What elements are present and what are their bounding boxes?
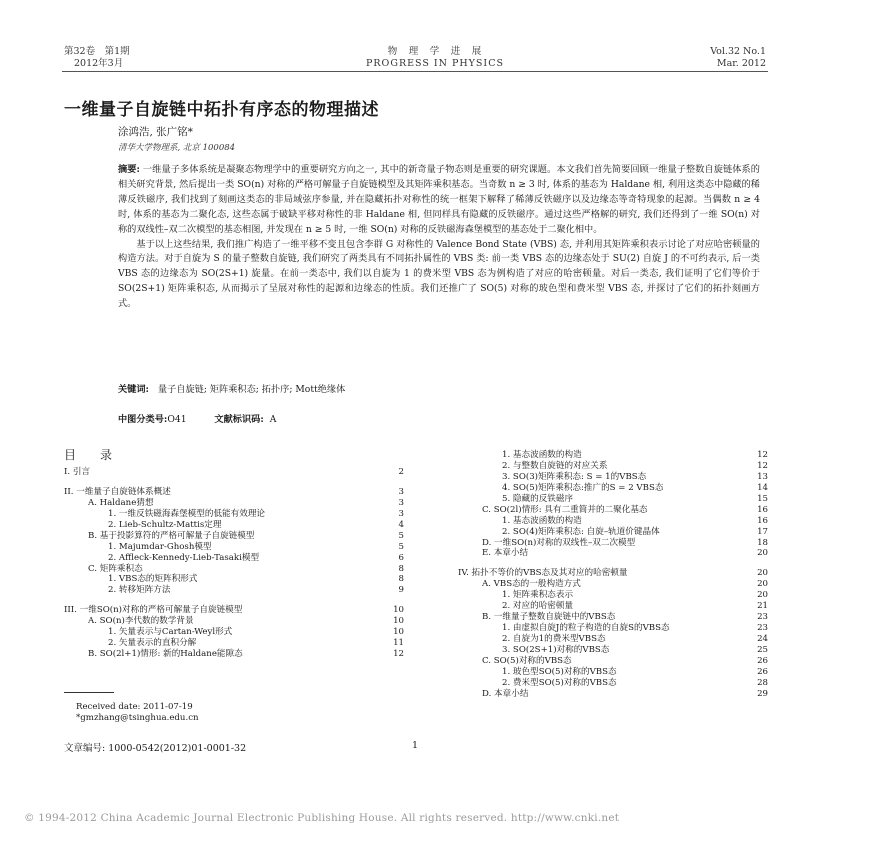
received-date: Received date: 2011-07-19 bbox=[76, 702, 193, 712]
toc-entry[interactable] bbox=[458, 494, 768, 505]
toc-entry-label: B. 基于投影算符的严格可解量子自旋链模型 bbox=[88, 530, 255, 541]
toc-entry-page: 18 bbox=[757, 537, 768, 548]
toc-entry-label: 5. 隐藏的反铁磁序 bbox=[502, 493, 574, 504]
toc-right-column bbox=[458, 450, 768, 700]
toc-entry-page: 29 bbox=[757, 688, 768, 699]
toc-entry[interactable] bbox=[458, 538, 768, 549]
toc-entry-page: 12 bbox=[393, 649, 404, 660]
keywords-text: 量子自旋链; 矩阵乘积态; 拓扑序; Mott绝缘体 bbox=[157, 384, 346, 395]
toc-entry-label: C. SO(2l)情形: 具有二重简并的二聚化基态 bbox=[482, 504, 648, 515]
toc-entry[interactable] bbox=[64, 542, 404, 553]
toc-entry[interactable] bbox=[458, 656, 768, 667]
abstract bbox=[118, 163, 760, 312]
toc-entry[interactable] bbox=[64, 520, 404, 531]
toc-entry-page: 28 bbox=[757, 677, 768, 688]
classification bbox=[118, 411, 276, 425]
journal-name-en: PROGRESS IN PHYSICS bbox=[366, 58, 504, 69]
running-header-right bbox=[710, 46, 766, 70]
toc-entry-page: 20 bbox=[757, 568, 768, 579]
toc-entry-label: 3. SO(3)矩阵乘积态: S = 1的VBS态 bbox=[502, 471, 647, 482]
toc-entry-page: 20 bbox=[757, 590, 768, 601]
toc-entry-page: 3 bbox=[398, 486, 404, 497]
toc-entry-label: 2. 自旋为1的费米型VBS态 bbox=[502, 634, 606, 644]
toc-entry-label: 2. 对应的哈密顿量 bbox=[502, 601, 574, 612]
toc-entry[interactable] bbox=[458, 645, 768, 656]
toc-entry[interactable] bbox=[64, 509, 404, 520]
toc-entry-label: 1. 由虚拟自旋J的粒子构造的自旋S的VBS态 bbox=[502, 623, 670, 634]
toc-entry-page: 26 bbox=[757, 666, 768, 677]
toc-entry-page: 8 bbox=[398, 574, 404, 585]
publication-date-en: Mar. 2012 bbox=[716, 58, 766, 69]
toc-entry[interactable] bbox=[458, 472, 768, 483]
toc-entry[interactable] bbox=[64, 585, 404, 596]
toc-entry-page: 10 bbox=[393, 627, 404, 638]
toc-entry[interactable] bbox=[458, 450, 768, 461]
toc-entry-label: 1. Majumdar-Ghosh模型 bbox=[108, 541, 212, 552]
toc-entry[interactable] bbox=[64, 467, 404, 478]
toc-entry-page: 20 bbox=[757, 579, 768, 590]
toc-entry-page: 21 bbox=[757, 601, 768, 612]
toc-entry-label: 3. SO(2S+1)对称的VBS态 bbox=[502, 644, 610, 655]
toc-entry-page: 11 bbox=[393, 638, 404, 649]
toc-entry[interactable] bbox=[458, 601, 768, 612]
toc-entry-label: 2. 矢量表示的直积分解 bbox=[108, 638, 197, 649]
toc-entry-label: B. 一维量子整数自旋链中的VBS态 bbox=[482, 612, 616, 623]
toc-entry-page: 23 bbox=[757, 623, 768, 634]
toc-entry-page: 3 bbox=[398, 508, 404, 519]
toc-entry[interactable] bbox=[64, 638, 404, 649]
paper-title: 一维量子自旋链中拓扑有序态的物理描述 bbox=[64, 100, 379, 120]
toc-entry-page: 24 bbox=[757, 634, 768, 644]
toc-entry-page: 17 bbox=[757, 526, 768, 537]
toc-entry[interactable] bbox=[458, 527, 768, 538]
toc-entry[interactable] bbox=[64, 564, 404, 575]
toc-entry-page: 6 bbox=[398, 552, 404, 563]
toc-entry-page: 16 bbox=[757, 504, 768, 515]
toc-entry-label: 1. 矩阵乘积态表示 bbox=[502, 590, 574, 601]
doc-code-label: 文献标识码: bbox=[214, 414, 264, 425]
toc-entry[interactable] bbox=[458, 590, 768, 601]
toc-entry[interactable] bbox=[64, 498, 404, 509]
toc-entry[interactable] bbox=[458, 612, 768, 623]
toc-entry-page: 15 bbox=[757, 493, 768, 504]
publication-date: 2012年3月 bbox=[74, 58, 124, 69]
toc-entry[interactable] bbox=[64, 574, 404, 585]
toc-entry-label: D. 一维SO(n)对称的双线性–双二次模型 bbox=[482, 537, 636, 548]
toc-entry-page: 25 bbox=[757, 644, 768, 655]
toc-entry-label: A. Haldane猜想 bbox=[88, 497, 154, 508]
toc-entry-label: 2. 与整数自旋链的对应关系 bbox=[502, 460, 608, 471]
toc-entry[interactable] bbox=[458, 634, 768, 645]
toc-entry-label: III. 一维SO(n)对称的严格可解量子自旋链模型 bbox=[64, 605, 243, 616]
toc-entry-label: 1. 一维反铁磁海森堡模型的低能有效理论 bbox=[108, 508, 266, 519]
toc-entry-label: A. VBS态的一般构造方式 bbox=[482, 579, 581, 590]
footnote-rule bbox=[64, 692, 114, 693]
toc-entry-label: 4. SO(5)矩阵乘积态:推广的S = 2 VBS态 bbox=[502, 482, 664, 493]
toc-entry-page: 13 bbox=[757, 471, 768, 482]
toc-entry-page: 14 bbox=[757, 482, 768, 493]
abstract-text-1: 一维量子多体系统是凝聚态物理学中的重要研究方向之一, 其中的新奇量子物态则是重要的研究课题。本文我们首先简要回顾一维量子整数自旋链体系的相关研究背景, 然后提出一类 SO(n) 对称的严格可解量子自旋链模型及其矩阵乘积基态。当奇数 n ≥ 3 时, 体系的基态为 Haldane 相, 利用这类态中隐藏的稀薄反铁磁序, 我们找到了刻画这类态的非局域弦序参量, 并在隐藏拓扑对称性的统一框架下解释了稀薄反铁磁序以及边缘态等奇特现象的起源。当偶数 n ≥ 4 时, 体系的基态为二聚化态, 这些态属于破缺平移对称性的非 Haldane 相, 但同样具有隐藏的反铁磁序。通过这些严格解的研究, 我们还得到了一维 SO(n) 对称的双线性–双二次模型的基态相图, 并发现在 n ≥ 5 时, 一维 SO(n) 对称的反铁磁海森堡模型的基态处于二聚化相中。 bbox=[118, 164, 760, 235]
toc-entry-page: 2 bbox=[398, 467, 404, 477]
toc-entry-page: 5 bbox=[398, 541, 404, 552]
abstract-label: 摘要: bbox=[118, 164, 140, 175]
author-list: 涂鸿浩, 张广铭* bbox=[118, 126, 193, 138]
toc-entry-label: C. SO(5)对称的VBS态 bbox=[482, 655, 572, 666]
toc-spacer bbox=[64, 596, 404, 605]
doc-code-value: A bbox=[269, 414, 277, 425]
clc-value: O41 bbox=[167, 414, 187, 425]
footnote bbox=[76, 702, 199, 724]
toc-entry-label: 2. 费米型SO(5)对称的VBS态 bbox=[502, 677, 617, 688]
toc-entry-page: 20 bbox=[757, 548, 768, 559]
toc-entry-page: 12 bbox=[757, 460, 768, 471]
keywords-label: 关键词: bbox=[118, 384, 149, 395]
toc-heading: 目 录 bbox=[64, 448, 119, 462]
toc-entry-label: II. 一维量子自旋链体系概述 bbox=[64, 486, 171, 497]
toc-entry[interactable] bbox=[64, 605, 404, 616]
toc-entry-page: 4 bbox=[398, 519, 404, 530]
journal-name-cn: 物 理 学 进 展 bbox=[387, 46, 483, 57]
toc-entry-page: 10 bbox=[393, 616, 404, 627]
toc-entry-label: 1. 玻色型SO(5)对称的VBS态 bbox=[502, 666, 617, 677]
toc-entry[interactable] bbox=[458, 579, 768, 590]
toc-entry-label: 2. 转移矩阵方法 bbox=[108, 585, 171, 596]
toc-entry[interactable] bbox=[458, 548, 768, 559]
header-rule bbox=[62, 71, 768, 72]
toc-entry[interactable] bbox=[64, 487, 404, 498]
toc-entry[interactable] bbox=[458, 623, 768, 634]
toc-entry-page: 23 bbox=[757, 612, 768, 623]
toc-entry-label: C. 矩阵乘积态 bbox=[88, 563, 143, 574]
abstract-paragraph-1 bbox=[118, 163, 760, 238]
toc-entry[interactable] bbox=[458, 505, 768, 516]
toc-entry-label: 2. Lieb-Schultz-Mattis定理 bbox=[108, 519, 222, 530]
abstract-paragraph-2: 基于以上这些结果, 我们推广构造了一维平移不变且包含李群 G 对称性的 Valence Bond State (VBS) 态, 并利用其矩阵乘积表示讨论了对应哈密顿量的构造方法。对于自旋为 S 的量子整数自旋链, 我们研究了两类具有不同拓扑属性的 VBS 类: 前一类 VBS 态的边缘态处于 SU(2) 自旋 J 的不可约表示, 后一类 VBS 态的边缘态为 SO(2S+1) 旋量。在前一类态中, 我们以自旋为 1 的费米型 VBS 态为例构造了对应的哈密顿量。对后一类态, 我们证明了它们等价于 SO(2S+1) 矩阵乘积态, 从而揭示了呈展对称性的起源和边缘态的性质。我们还推广了 SO(5) 对称的玻色型和费米型 VBS 态, 并探讨了它们的拓扑刻画方式。 bbox=[118, 238, 760, 310]
toc-entry[interactable] bbox=[64, 553, 404, 564]
toc-entry-page: 12 bbox=[757, 450, 768, 460]
clc-label: 中图分类号: bbox=[118, 414, 168, 425]
volume-issue-en: Vol.32 No.1 bbox=[710, 46, 766, 57]
toc-entry-label: 1. 矢量表示与Cartan-Weyl形式 bbox=[108, 627, 233, 638]
toc-entry-label: A. SO(n)李代数的数学背景 bbox=[88, 616, 194, 627]
toc-entry-page: 26 bbox=[757, 655, 768, 666]
toc-entry[interactable] bbox=[64, 627, 404, 638]
toc-entry-label: 1. 基态波函数的构造 bbox=[502, 515, 582, 526]
toc-entry-page: 9 bbox=[398, 585, 404, 596]
toc-entry-label: 2. SO(4)矩阵乘积态: 自旋–轨道价键晶体 bbox=[502, 526, 660, 537]
toc-entry[interactable] bbox=[458, 516, 768, 527]
toc-entry-label: B. SO(2l+1)情形: 新的Haldane能隙态 bbox=[88, 649, 243, 660]
corresponding-email: *gmzhang@tsinghua.edu.cn bbox=[76, 713, 199, 723]
toc-entry-label: 2. Affleck-Kennedy-Lieb-Tasaki模型 bbox=[108, 552, 260, 563]
toc-entry-page: 16 bbox=[757, 515, 768, 526]
toc-entry[interactable] bbox=[458, 667, 768, 678]
toc-left-column bbox=[64, 467, 404, 660]
copyright-watermark: © 1994-2012 China Academic Journal Electronic Publishing House. All rights reserved. http://www.cnki.net bbox=[24, 812, 620, 824]
toc-entry-page: 3 bbox=[398, 497, 404, 508]
keywords bbox=[118, 381, 345, 395]
toc-entry[interactable] bbox=[458, 678, 768, 689]
toc-entry-page: 8 bbox=[398, 563, 404, 574]
toc-entry-label: IV. 拓扑不等价的VBS态及其对应的哈密顿量 bbox=[458, 568, 628, 579]
toc-entry[interactable] bbox=[458, 461, 768, 472]
toc-entry-label: D. 本章小结 bbox=[482, 688, 529, 699]
toc-entry-label: I. 引言 bbox=[64, 467, 91, 477]
toc-entry[interactable] bbox=[64, 531, 404, 542]
article-number: 文章编号: 1000-0542(2012)01-0001-32 bbox=[64, 743, 247, 754]
toc-entry-page: 10 bbox=[393, 605, 404, 616]
toc-entry-label: 1. VBS态的矩阵积形式 bbox=[108, 574, 198, 585]
toc-entry[interactable] bbox=[64, 616, 404, 627]
page-number: 1 bbox=[412, 740, 419, 751]
toc-entry[interactable] bbox=[458, 483, 768, 494]
toc-entry-label: E. 本章小结 bbox=[482, 548, 529, 559]
toc-entry[interactable] bbox=[458, 689, 768, 700]
toc-entry[interactable] bbox=[458, 568, 768, 579]
affiliation: 清华大学物理系, 北京 100084 bbox=[118, 143, 236, 153]
toc-entry-page: 5 bbox=[398, 530, 404, 541]
toc-entry-label: 1. 基态波函数的构造 bbox=[502, 450, 582, 460]
toc-entry[interactable] bbox=[64, 649, 404, 660]
volume-issue: 第32卷 第1期 bbox=[64, 46, 130, 57]
toc-spacer bbox=[64, 478, 404, 487]
